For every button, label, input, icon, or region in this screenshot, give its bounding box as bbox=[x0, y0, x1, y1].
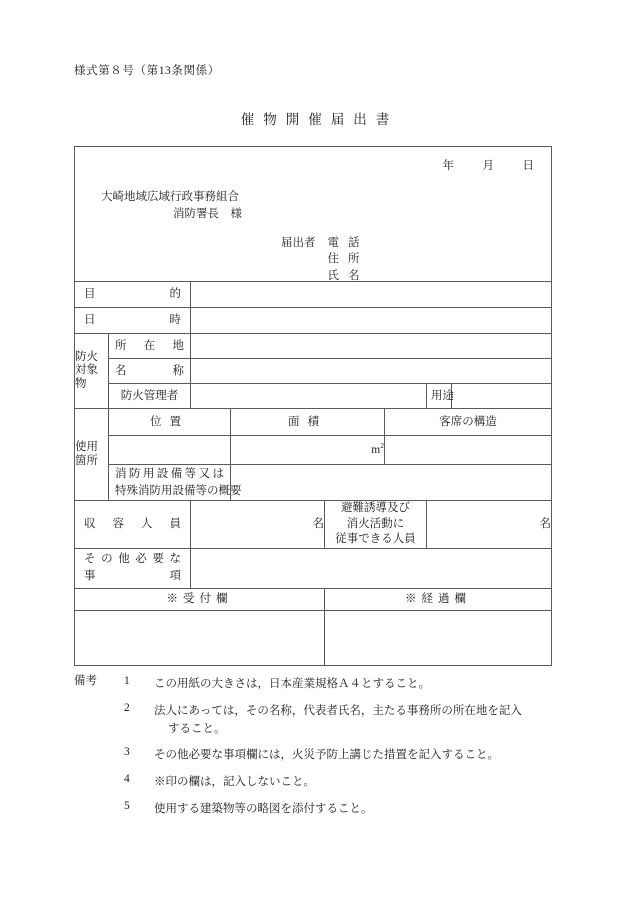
capacity-value-cell[interactable] bbox=[191, 501, 325, 549]
remark-text: その他必要な事項欄には，火災予防上講じた措置を記入すること。 bbox=[154, 749, 499, 762]
location-label-cell bbox=[109, 334, 191, 359]
remark-text: ※印の欄は，記入しないこと。 bbox=[154, 776, 315, 789]
applicant-block bbox=[281, 235, 360, 284]
remark-number: 2 bbox=[124, 701, 130, 714]
reception-header-cell bbox=[75, 588, 325, 610]
fire-manager-value-cell[interactable] bbox=[191, 384, 427, 409]
remarks-heading: 備考 bbox=[74, 675, 97, 687]
purpose-label: 目的 bbox=[84, 288, 181, 301]
other-label-cell bbox=[75, 548, 191, 588]
applicant-name-label: 氏名 bbox=[327, 269, 360, 282]
location-row bbox=[75, 334, 552, 359]
capacity-row bbox=[75, 501, 552, 549]
evacuation-label-line2: 消火活動に bbox=[346, 517, 405, 530]
remark-text: この用紙の大きさは，日本産業規格Ａ４とすること。 bbox=[154, 678, 430, 690]
fire-object-label-cell bbox=[75, 334, 109, 409]
progress-label: ※経過欄 bbox=[405, 592, 471, 605]
applicant-address-label: 住所 bbox=[327, 253, 360, 266]
date-line bbox=[414, 158, 534, 175]
usage-value-cell[interactable] bbox=[452, 384, 552, 409]
header-block bbox=[75, 147, 552, 282]
evacuation-unit: 名 bbox=[539, 517, 551, 530]
fire-manager-label: 防火管理者 bbox=[120, 389, 179, 402]
area-unit: m bbox=[371, 444, 381, 457]
purpose-value-cell[interactable] bbox=[191, 282, 552, 308]
area-unit-exponent: 2 bbox=[380, 441, 384, 451]
remark-number: 1 bbox=[124, 675, 130, 687]
remark-text-continuation: すること。 bbox=[168, 722, 226, 735]
progress-value-cell[interactable] bbox=[325, 610, 552, 665]
capacity-unit: 名 bbox=[312, 517, 324, 530]
use-place-body-row bbox=[75, 436, 552, 465]
date-day: 日 bbox=[522, 160, 534, 172]
applicant-label: 届出者 bbox=[281, 237, 316, 249]
purpose-row bbox=[75, 282, 552, 308]
object-name-label-cell bbox=[109, 359, 191, 384]
position-value-cell[interactable] bbox=[109, 436, 231, 465]
addressee bbox=[101, 189, 242, 222]
header-row bbox=[75, 147, 552, 282]
area-label: 面積 bbox=[288, 415, 327, 428]
notification-form-table bbox=[74, 146, 552, 666]
seating-header-cell bbox=[385, 409, 552, 436]
position-header-cell bbox=[109, 409, 231, 436]
other-label-line2: 事項 bbox=[84, 570, 181, 583]
datetime-value-cell[interactable] bbox=[191, 308, 552, 334]
applicant-phone-label: 電話 bbox=[327, 237, 360, 249]
equipment-label-line1: 消防用設備等又は bbox=[115, 467, 224, 480]
date-year: 年 bbox=[442, 160, 454, 172]
use-place-header-row bbox=[75, 409, 552, 436]
seating-value-cell[interactable] bbox=[385, 436, 552, 465]
location-label: 所在地 bbox=[115, 339, 184, 352]
date-month: 月 bbox=[482, 160, 494, 172]
area-value-cell[interactable] bbox=[231, 436, 385, 465]
remark-item bbox=[74, 676, 574, 694]
equipment-value-cell[interactable] bbox=[231, 465, 552, 501]
seating-label: 客席の構造 bbox=[439, 415, 497, 428]
remark-text: 使用する建築物等の略図を添付すること。 bbox=[154, 803, 373, 816]
object-name-row bbox=[75, 359, 552, 384]
remark-item bbox=[74, 703, 574, 739]
applicant-fields bbox=[328, 235, 360, 284]
progress-header-cell bbox=[325, 588, 552, 610]
equipment-row bbox=[75, 465, 552, 501]
location-value-cell[interactable] bbox=[191, 334, 552, 359]
datetime-row bbox=[75, 308, 552, 334]
datetime-label-cell bbox=[75, 308, 191, 334]
evacuation-label-line1: 避難誘導及び bbox=[341, 502, 410, 514]
remark-number: 5 bbox=[124, 800, 130, 813]
use-place-label: 使用箇所 bbox=[75, 440, 98, 467]
other-label-line1: その他必要な bbox=[84, 553, 181, 566]
remark-text-main: 法人にあっては，その名称，代表者氏名，主たる事務所の所在地を記入 bbox=[154, 704, 522, 717]
remark-text bbox=[154, 703, 574, 739]
remark-item bbox=[74, 774, 574, 792]
capacity-label-cell bbox=[75, 501, 191, 549]
other-items-row bbox=[75, 548, 552, 588]
object-name-value-cell[interactable] bbox=[191, 359, 552, 384]
other-value-cell[interactable] bbox=[191, 548, 552, 588]
document-title: 催物開催届出書 bbox=[240, 112, 399, 127]
remark-item bbox=[74, 747, 574, 765]
evacuation-label-cell bbox=[325, 501, 427, 549]
fire-manager-label-cell bbox=[109, 384, 191, 409]
datetime-label: 日時 bbox=[84, 314, 181, 327]
fire-object-label: 防火対象物 bbox=[75, 350, 98, 390]
remarks-section bbox=[74, 676, 574, 828]
official-header-row bbox=[75, 588, 552, 610]
reception-value-cell[interactable] bbox=[75, 610, 325, 665]
equipment-label-cell bbox=[109, 465, 242, 501]
area-header-cell bbox=[231, 409, 385, 436]
form-number: 様式第８号（第13条関係） bbox=[74, 65, 220, 77]
evacuation-label-line3: 従事できる人員 bbox=[335, 533, 416, 546]
purpose-label-cell bbox=[75, 282, 191, 308]
addressee-organization: 大崎地域広域行政事務組合 bbox=[101, 191, 239, 203]
reception-label: ※受付欄 bbox=[166, 592, 233, 605]
capacity-label: 収容人員 bbox=[84, 517, 181, 530]
remark-item bbox=[74, 801, 574, 819]
remark-number: 3 bbox=[124, 746, 130, 759]
usage-label: 用途 bbox=[431, 389, 454, 402]
usage-label-cell bbox=[427, 384, 452, 409]
fire-manager-row bbox=[75, 384, 552, 409]
position-label: 位置 bbox=[150, 415, 189, 428]
evacuation-value-cell[interactable] bbox=[427, 501, 552, 549]
remark-number: 4 bbox=[124, 773, 130, 786]
addressee-chief: 消防署長 様 bbox=[173, 207, 242, 220]
use-place-label-cell bbox=[75, 409, 109, 501]
official-body-row bbox=[75, 610, 552, 665]
equipment-label-line2: 特殊消防用設備等の概要 bbox=[115, 484, 242, 497]
object-name-label: 名称 bbox=[115, 364, 184, 377]
